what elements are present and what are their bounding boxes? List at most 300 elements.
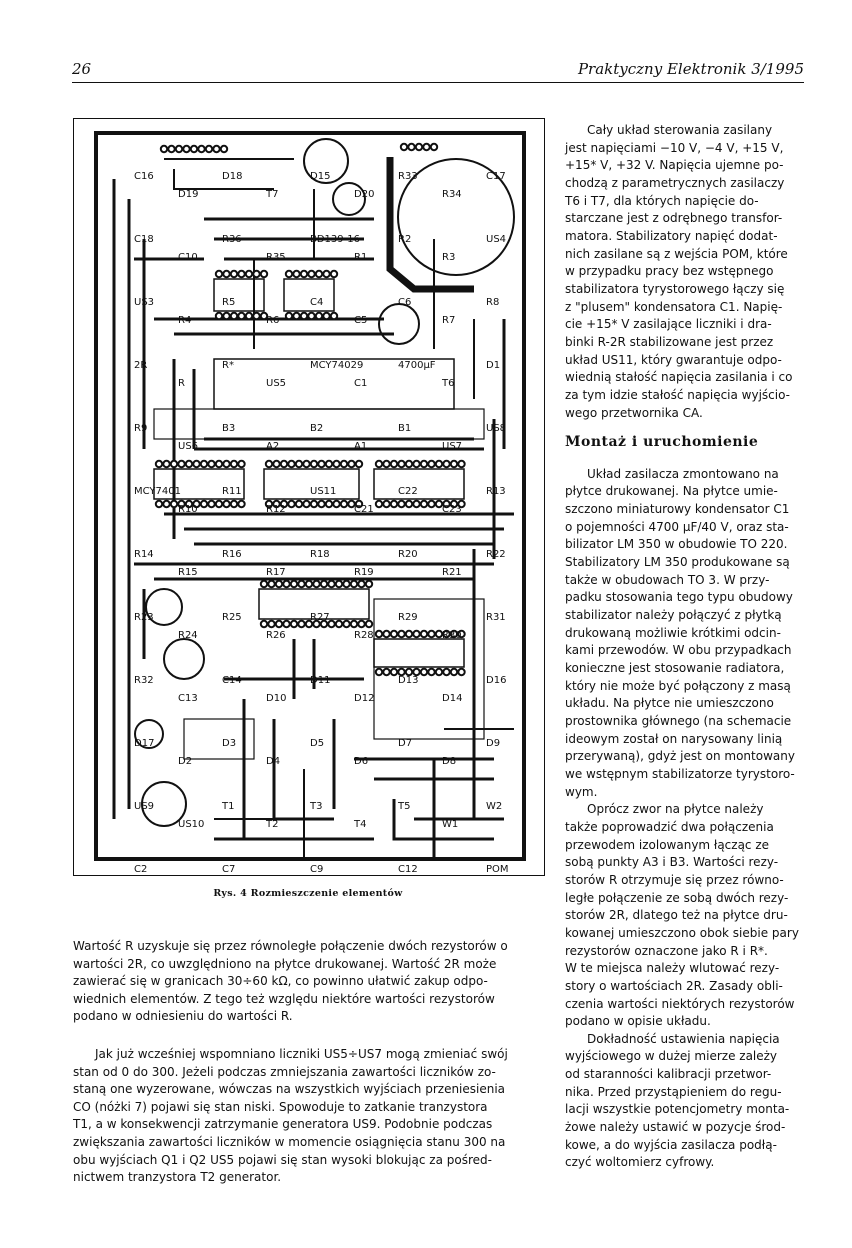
pcb-label: R19	[354, 567, 374, 578]
solder-pad	[253, 271, 259, 277]
pcb-label: US5	[266, 378, 287, 389]
pcb-figure	[73, 118, 545, 876]
solder-pad	[231, 313, 237, 319]
pcb-label: R35	[266, 252, 286, 263]
solder-pad	[336, 581, 342, 587]
solder-pad	[391, 631, 397, 637]
text-line: także w obudowach TO 3. W przy-	[565, 572, 770, 587]
text-line: chodzą z parametrycznych zasilaczy	[565, 175, 785, 190]
text-line: Układ zasilacza zmontowano na	[587, 466, 779, 481]
pcb-label: R1	[354, 252, 368, 263]
text-line: szczono miniaturowy kondensator C1	[565, 502, 790, 517]
solder-pad	[298, 621, 304, 627]
solder-pad	[366, 621, 372, 627]
text-line: kowanej umieszczono obok siebie pary	[565, 925, 799, 940]
pcb-label: D9	[486, 738, 501, 749]
text-line: przewodem izolowanym łącząc ze	[565, 837, 770, 852]
text-line: we wstępnym stabilizatorze tyrystoro-	[565, 766, 795, 781]
pcb-label: C1	[354, 378, 368, 389]
pcb-label: R15	[178, 567, 198, 578]
figure-caption: Rys. 4 Rozmieszczenie elementów	[213, 888, 403, 899]
pcb-label: D7	[398, 738, 413, 749]
solder-pad	[413, 631, 419, 637]
solder-pad	[428, 631, 434, 637]
solder-pad	[331, 271, 337, 277]
pcb-label: R9	[134, 423, 148, 434]
text-line: podano w opisie układu.	[565, 1014, 711, 1029]
text-line: obu wyjściach Q1 i Q2 US5 pojawi się stan wysoki blokując za pośred-	[73, 1152, 492, 1167]
solder-pad	[231, 271, 237, 277]
pcb-label: D20	[354, 189, 375, 200]
text-line: bilizator LM 350 w obudowie TO 220.	[565, 537, 788, 552]
solder-pad	[323, 313, 329, 319]
solder-pad	[296, 501, 302, 507]
solder-pad	[458, 669, 464, 675]
text-line: sobą punkty A3 i B3. Wartości rezy-	[565, 855, 779, 870]
solder-pad	[436, 461, 442, 467]
left-paragraph-1	[73, 938, 523, 1026]
pcb-label: A1	[354, 441, 368, 452]
text-line: Oprócz zwor na płytce należy	[587, 802, 764, 817]
text-line: staną one wyzerowane, wówczas na wszystkich wyjściach przeniesienia	[73, 1082, 506, 1097]
pcb-label: W2	[486, 801, 503, 812]
text-line: z "plusem" kondensatora C1. Napię-	[565, 299, 783, 314]
text-line: storów R otrzymuje się przez równo-	[565, 872, 784, 887]
pcb-label: R3	[442, 252, 456, 263]
pcb-label: R6	[266, 315, 280, 326]
solder-pad	[193, 461, 199, 467]
text-line: W te miejsca należy wlutować rezy-	[565, 961, 780, 976]
solder-pad	[288, 461, 294, 467]
pcb-label: R26	[266, 630, 286, 641]
solder-pad	[268, 621, 274, 627]
solder-pad	[168, 146, 174, 152]
solder-pad	[358, 581, 364, 587]
pcb-label: US8	[486, 423, 507, 434]
solder-pad	[308, 271, 314, 277]
pcb-label: R5	[222, 297, 236, 308]
text-line: ideowym został on narysowany linią	[565, 731, 783, 746]
text-line: przerywaną), gdyż jest on montowany	[565, 749, 795, 764]
solder-pad	[206, 146, 212, 152]
pcb-label: D1	[486, 360, 501, 371]
pcb-label: C2	[134, 864, 148, 875]
solder-pad	[286, 271, 292, 277]
solder-pad	[401, 144, 407, 150]
text-line: żowe należy ustawić w pozycje środ-	[565, 1120, 786, 1135]
text-line: cie +15* V zasilające liczniki i dra-	[565, 317, 772, 332]
pcb-label: D15	[310, 171, 331, 182]
text-line: układ US11, który gwarantuje odpo-	[565, 352, 782, 367]
solder-pad	[383, 631, 389, 637]
pcb-label: C21	[354, 504, 374, 515]
pcb-label: R11	[222, 486, 242, 497]
pcb-label: D4	[266, 756, 281, 767]
solder-pad	[431, 144, 437, 150]
text-line: T1, a w konsekwencji zatrzymanie generatora US9. Podobnie podczas	[73, 1117, 493, 1132]
solder-pad	[301, 313, 307, 319]
solder-pad	[288, 501, 294, 507]
pcb-label: C16	[134, 171, 154, 182]
solder-pad	[376, 501, 382, 507]
pcb-label: C14	[222, 675, 242, 686]
pcb-label: R2	[398, 234, 412, 245]
solder-pad	[333, 461, 339, 467]
pcb-label: C23	[442, 504, 462, 515]
solder-pad	[201, 501, 207, 507]
solder-pad	[311, 501, 317, 507]
text-line: Cały układ sterowania zasilany	[587, 123, 773, 137]
solder-pad	[316, 271, 322, 277]
solder-pad	[366, 581, 372, 587]
pcb-label: T4	[354, 819, 367, 830]
pcb-label: R21	[442, 567, 462, 578]
pcb-label: D10	[266, 693, 287, 704]
pcb-label: D5	[310, 738, 325, 749]
solder-pad	[268, 581, 274, 587]
pcb-label: R10	[178, 504, 198, 515]
text-line: ległe połączenie ze sobą dwóch rezy-	[565, 890, 789, 905]
solder-pad	[221, 146, 227, 152]
solder-pad	[413, 461, 419, 467]
page-number: 26	[72, 60, 92, 78]
solder-pad	[238, 501, 244, 507]
solder-pad	[341, 461, 347, 467]
pcb-label: R17	[266, 567, 286, 578]
solder-pad	[398, 631, 404, 637]
solder-pad	[321, 581, 327, 587]
pcb-label: R33	[398, 171, 418, 182]
solder-pad	[171, 461, 177, 467]
solder-pad	[253, 313, 259, 319]
pcb-label: B2	[310, 423, 324, 434]
text-line: płytce drukowanej. Na płytce umie-	[565, 484, 778, 499]
solder-pad	[273, 461, 279, 467]
pcb-label: R27	[310, 612, 330, 623]
text-line: Dokładność ustawienia napięcia	[587, 1031, 780, 1046]
solder-pad	[216, 313, 222, 319]
pcb-label: R7	[442, 315, 456, 326]
pcb-label: D14	[442, 693, 463, 704]
solder-pad	[303, 461, 309, 467]
solder-pad	[336, 621, 342, 627]
solder-pad	[413, 501, 419, 507]
pcb-label: C18	[134, 234, 154, 245]
solder-pad	[266, 461, 272, 467]
text-line: o pojemności 4700 µF/40 V, oraz sta-	[565, 519, 789, 534]
solder-pad	[348, 461, 354, 467]
solder-pad	[428, 501, 434, 507]
solder-pad	[238, 271, 244, 277]
solder-pad	[343, 621, 349, 627]
solder-pad	[286, 313, 292, 319]
text-line: nictwem tranzystora T2 generator.	[73, 1170, 282, 1185]
solder-pad	[391, 461, 397, 467]
pcb-label: D8	[442, 756, 457, 767]
solder-pad	[231, 501, 237, 507]
solder-pad	[308, 313, 314, 319]
solder-pad	[298, 581, 304, 587]
pcb-label: R16	[222, 549, 242, 560]
pcb-label: R*	[222, 360, 234, 371]
pcb-label: D16	[486, 675, 507, 686]
solder-pad	[186, 461, 192, 467]
pcb-label: US4	[486, 234, 507, 245]
right-paragraph-2	[565, 466, 801, 801]
solder-pad	[316, 313, 322, 319]
text-line: story o wartościach 2R. Zasady obli-	[565, 978, 783, 993]
left-paragraph-2	[73, 1046, 523, 1187]
solder-pad	[283, 621, 289, 627]
solder-pad	[201, 461, 207, 467]
solder-pad	[421, 501, 427, 507]
solder-pad	[216, 461, 222, 467]
pcb-label: R18	[310, 549, 330, 560]
pcb-label: R12	[266, 504, 286, 515]
page-header	[72, 60, 804, 83]
solder-pad	[161, 146, 167, 152]
solder-pad	[421, 669, 427, 675]
solder-pad	[376, 669, 382, 675]
pcb-label: R4	[178, 315, 192, 326]
solder-pad	[231, 461, 237, 467]
pcb-label: US3	[134, 297, 155, 308]
pcb-label: R30	[442, 630, 462, 641]
pcb-label: C4	[310, 297, 324, 308]
pcb-label: T3	[310, 801, 323, 812]
solder-pad	[223, 271, 229, 277]
text-line: zwiększania zawartości liczników w momencie osiągnięcia stanu 300 na	[73, 1134, 506, 1149]
text-line: nika. Przed przystąpieniem do regu-	[565, 1084, 782, 1099]
solder-pad	[163, 461, 169, 467]
solder-pad	[306, 581, 312, 587]
text-line: rezystorów oznaczone jako R i R*.	[565, 943, 768, 958]
solder-pad	[341, 501, 347, 507]
pcb-label: C13	[178, 693, 198, 704]
pcb-label: C9	[310, 864, 324, 875]
pcb-label: D13	[398, 675, 419, 686]
solder-pad	[216, 271, 222, 277]
pcb-label: R14	[134, 549, 154, 560]
pcb-label: R20	[398, 549, 418, 560]
text-line: kowe, a do wyjścia zasilacza podłą-	[565, 1137, 777, 1152]
solder-pad	[428, 461, 434, 467]
text-line: kami przewodów. W obu przypadkach	[565, 643, 792, 658]
pcb-label: A2	[266, 441, 280, 452]
solder-pad	[391, 501, 397, 507]
solder-pad	[326, 461, 332, 467]
text-line: Wartość R uzyskuje się przez równoległe połączenie dwóch rezystorów o	[73, 939, 508, 953]
solder-pad	[216, 501, 222, 507]
solder-pad	[328, 581, 334, 587]
pcb-label: D17	[134, 738, 155, 749]
solder-pad	[191, 146, 197, 152]
text-line: drukowaną możliwie krótkimi odcin-	[565, 625, 781, 640]
pcb-label: C6	[398, 297, 412, 308]
text-line: T6 i T7, dla których napięcie do-	[565, 193, 759, 208]
text-line: wiednią stałość napięcia zasilania i co	[565, 370, 793, 385]
pcb-label: R32	[134, 675, 154, 686]
pcb-label: D2	[178, 756, 193, 767]
solder-pad	[313, 581, 319, 587]
solder-pad	[311, 461, 317, 467]
solder-pad	[276, 581, 282, 587]
solder-pad	[261, 581, 267, 587]
solder-pad	[293, 313, 299, 319]
solder-pad	[163, 501, 169, 507]
pcb-label: D19	[178, 189, 199, 200]
solder-pad	[246, 313, 252, 319]
solder-pad	[261, 271, 267, 277]
solder-pad	[261, 621, 267, 627]
pcb-label: B1	[398, 423, 412, 434]
text-line: +15* V, +32 V. Napięcia ujemne po-	[565, 158, 784, 173]
solder-pad	[376, 461, 382, 467]
solder-pad	[223, 461, 229, 467]
text-line: Stabilizatory LM 350 produkowane są	[565, 555, 790, 570]
solder-pad	[318, 501, 324, 507]
pcb-layout-drawing	[74, 119, 544, 875]
text-line: konieczne jest stosowanie radiatora,	[565, 661, 785, 676]
text-line: wartości 2R, co uwzględniono na płytce drukowanej. Wartość 2R może	[73, 956, 497, 971]
text-line: stabilizator należy połączyć z płytką	[565, 608, 782, 623]
solder-pad	[383, 461, 389, 467]
solder-pad	[423, 144, 429, 150]
text-line: starczane jest z odrębnego transfor-	[565, 211, 783, 226]
section-heading: Montaż i uruchomienie	[565, 434, 759, 451]
solder-pad	[208, 461, 214, 467]
solder-pad	[406, 631, 412, 637]
pcb-label: US7	[442, 441, 463, 452]
solder-pad	[283, 581, 289, 587]
solder-pad	[323, 271, 329, 277]
pcb-label: R13	[486, 486, 506, 497]
solder-pad	[213, 146, 219, 152]
solder-pad	[291, 581, 297, 587]
pcb-label: T1	[222, 801, 235, 812]
solder-pad	[176, 146, 182, 152]
pcb-label: D6	[354, 756, 369, 767]
solder-pad	[351, 581, 357, 587]
text-line: stan od 0 do 300. Jeżeli podczas zmniejszania zawartości liczników zo-	[73, 1064, 496, 1079]
solder-pad	[326, 501, 332, 507]
solder-pad	[428, 669, 434, 675]
solder-pad	[443, 669, 449, 675]
text-line: wiednich elementów. Z tego też względu niektóre wartości rezystorów	[73, 991, 495, 1006]
pcb-label: R36	[222, 234, 242, 245]
solder-pad	[178, 461, 184, 467]
pcb-label: R28	[354, 630, 374, 641]
pcb-label: C12	[398, 864, 418, 875]
pcb-label: C7	[222, 864, 236, 875]
pcb-label: US6	[178, 441, 199, 452]
pcb-label: D3	[222, 738, 237, 749]
pcb-label: R22	[486, 549, 506, 560]
solder-pad	[458, 461, 464, 467]
pcb-label: T6	[442, 378, 455, 389]
pcb-label: T5	[398, 801, 411, 812]
solder-pad	[443, 461, 449, 467]
pcb-label: MCY74029	[310, 360, 364, 371]
solder-pad	[291, 621, 297, 627]
solder-pad	[351, 621, 357, 627]
text-line: lacji wszystkie potencjometry monta-	[565, 1102, 790, 1117]
pcb-label: C22	[398, 486, 418, 497]
text-line: podano w odniesieniu do wartości R.	[73, 1009, 293, 1024]
solder-pad	[281, 461, 287, 467]
solder-pad	[223, 501, 229, 507]
solder-pad	[333, 501, 339, 507]
text-line: od staranności kalibracji przetwor-	[565, 1067, 772, 1082]
right-paragraph-4	[565, 1031, 801, 1172]
pcb-label: US9	[134, 801, 155, 812]
pcb-label: C17	[486, 171, 506, 182]
pcb-label: R23	[134, 612, 154, 623]
text-line: binki R-2R stabilizowane jest przez	[565, 334, 774, 349]
solder-pad	[238, 313, 244, 319]
solder-pad	[293, 271, 299, 277]
pcb-label: D18	[222, 171, 243, 182]
text-line: który nie może być połączony z masą	[565, 678, 791, 693]
pcb-label: C10	[178, 252, 198, 263]
right-paragraph-3	[565, 801, 801, 1031]
solder-pad	[343, 581, 349, 587]
solder-pad	[156, 501, 162, 507]
right-paragraph-1	[565, 122, 801, 422]
pcb-label: T7	[266, 189, 279, 200]
text-line: układu. Na płytce nie umieszczono	[565, 696, 774, 711]
solder-pad	[383, 669, 389, 675]
text-line: wyjściowego w dużej mierze zależy	[565, 1049, 778, 1064]
text-line: stabilizatora tyrystorowego łączy się	[565, 281, 785, 296]
solder-pad	[301, 271, 307, 277]
solder-pad	[358, 621, 364, 627]
text-line: czenia wartości niektórych rezystorów	[565, 996, 795, 1011]
text-line: CO (nóżki 7) pojawi się stan niski. Spowoduje to zatkanie tranzystora	[73, 1099, 488, 1114]
text-line: wego przetwornika CA.	[565, 405, 703, 420]
pcb-label: T2	[266, 819, 279, 830]
text-line: zawierać się w granicach 30÷60 kΩ, co powinno ułatwić zakup odpo-	[73, 974, 488, 989]
solder-pad	[276, 621, 282, 627]
solder-pad	[436, 669, 442, 675]
solder-pad	[421, 461, 427, 467]
pcb-label: 4700µF	[398, 360, 436, 371]
solder-pad	[331, 313, 337, 319]
solder-pad	[198, 146, 204, 152]
pcb-label: 2R	[134, 360, 148, 371]
text-line: wym.	[565, 784, 598, 799]
solder-pad	[318, 461, 324, 467]
solder-pad	[408, 144, 414, 150]
solder-pad	[391, 669, 397, 675]
text-line: nich zasilane są z wejścia POM, które	[565, 246, 788, 261]
text-line: za tym idzie stałość napięcia wyjścio-	[565, 387, 791, 402]
text-line: prostownika głównego (na schemacie	[565, 714, 792, 728]
pcb-label: MCY7401	[134, 486, 181, 497]
solder-pad	[183, 146, 189, 152]
pcb-label: R31	[486, 612, 506, 623]
solder-pad	[246, 271, 252, 277]
pcb-label: W1	[442, 819, 459, 830]
journal-title: Praktyczny Elektronik 3/1995	[577, 60, 804, 78]
solder-pad	[406, 461, 412, 467]
solder-pad	[451, 461, 457, 467]
solder-pad	[416, 144, 422, 150]
solder-pad	[406, 501, 412, 507]
text-line: storów 2R, dlatego też na płytce dru-	[565, 908, 788, 923]
solder-pad	[421, 631, 427, 637]
pcb-label: US10	[178, 819, 205, 830]
